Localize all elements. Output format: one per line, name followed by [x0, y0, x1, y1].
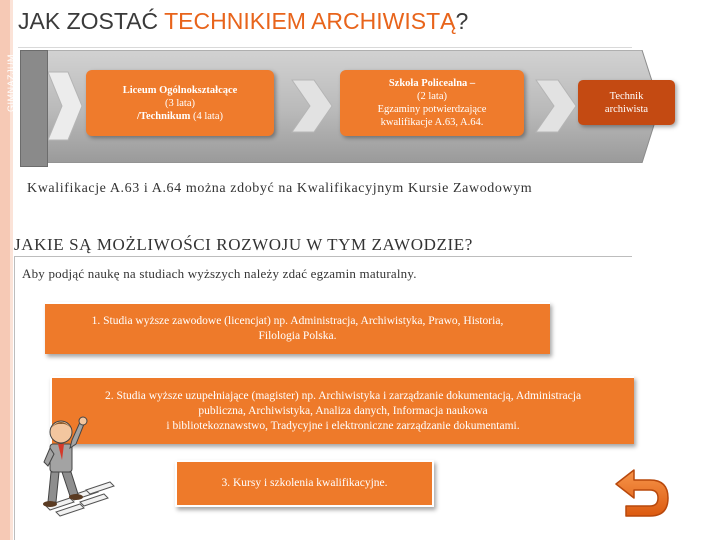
- section-side-rule: [14, 256, 15, 540]
- title-end: ?: [455, 8, 469, 34]
- step1-alt-duration: (4 lata): [190, 110, 223, 122]
- step2-detail-1: Egzaminy potwierdzające: [377, 104, 487, 115]
- person-climbing-stairs-icon: [26, 410, 126, 520]
- start-label: GIMNAZJUM: [6, 54, 16, 112]
- option-2-line2: publiczna, Archiwistyka, Analiza danych, Informacja naukowa: [198, 404, 488, 417]
- option-2-line3: i bibliotekoznawstwo, Tradycyjne i elektroniczne zarządzanie dokumentami.: [166, 419, 520, 432]
- section-rule: [14, 256, 632, 257]
- step3-line2: archiwista: [604, 103, 649, 115]
- step1-name: Liceum Ogólnokształcące: [122, 84, 238, 96]
- step3-line1: Technik: [609, 90, 644, 102]
- option-3-line1: 3. Kursy i szkolenia kwalifikacyjne.: [221, 477, 388, 489]
- title-rule: [18, 47, 632, 48]
- page-title: [18, 8, 468, 35]
- option-2: [50, 376, 634, 444]
- step1-alt: /Technikum: [137, 110, 191, 122]
- option-1-line2: Filologia Polska.: [258, 330, 337, 342]
- section-intro: Aby podjąć naukę na studiach wyższych należy zdać egzamin maturalny.: [22, 266, 417, 281]
- return-arrow-icon[interactable]: [612, 464, 672, 520]
- section-heading: JAKIE SĄ MOŻLIWOŚCI ROZWOJU W TYM ZAWODZIE?: [14, 235, 473, 254]
- step1-duration: (3 lata): [164, 97, 196, 109]
- option-2-line1: 2. Studia wyższe uzupełniające (magister) np. Archiwistyka i zarządzanie dokumentacją, Administracja: [104, 389, 582, 402]
- option-1: [45, 302, 550, 354]
- step-szkola-policealna: [340, 70, 524, 136]
- step-liceum: [86, 70, 274, 136]
- qualifications-note: Kwalifikacje A.63 i A.64 można zdobyć na Kwalifikacyjnym Kursie Zawodowym: [27, 181, 533, 196]
- option-1-line1: 1. Studia wyższe zawodowe (licencjat) np. Administracja, Archiwistyka, Prawo, Historia,: [91, 315, 504, 327]
- step2-duration: (2 lata): [416, 91, 448, 102]
- option-3: [175, 460, 434, 507]
- step-technik: [578, 80, 675, 125]
- step2-name: Szkoła Policealna –: [388, 78, 476, 89]
- start-band: [20, 50, 48, 167]
- step2-detail-2: kwalifikacje A.63, A.64.: [380, 117, 484, 128]
- title-accent: TECHNIKIEM ARCHIWISTĄ: [164, 8, 456, 34]
- title-main: JAK ZOSTAĆ: [18, 8, 165, 34]
